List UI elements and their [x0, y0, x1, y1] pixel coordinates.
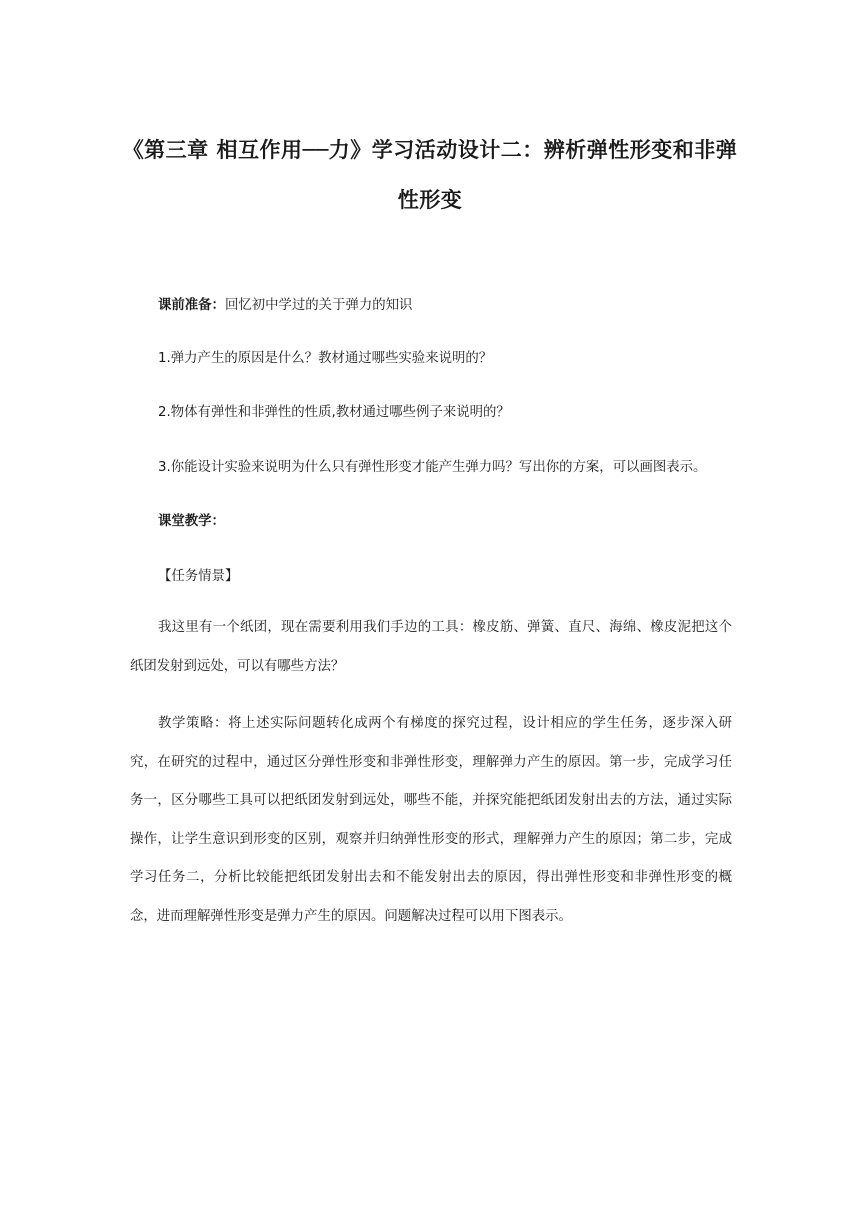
- question-1: 1.弹力产生的原因是什么？教材通过哪些实验来说明的？: [158, 351, 493, 366]
- task-heading: 【任务情景】: [158, 569, 239, 584]
- question-2: 2.物体有弹性和非弹性的性质,教材通过哪些例子来说明的？: [158, 405, 510, 420]
- prep-paragraph: [130, 296, 732, 316]
- prep-label: 课前准备：: [158, 298, 225, 313]
- class-label: 课堂教学：: [158, 514, 225, 529]
- prep-text: 回忆初中学过的关于弹力的知识: [224, 298, 413, 313]
- question-3: 3.你能设计实验来说明为什么只有弹性形变才能产生弹力吗？写出你的方案，可以画图表示。: [158, 460, 707, 475]
- strategy-paragraph: 教学策略：将上述实际问题转化成两个有梯度的探究过程，设计相应的学生任务，逐步深入研究，在研究的过程中，通过区分弹性形变和非弹性形变，理解弹力产生的原因。第一步，完成学习任务一，区分哪些工具可以把纸团发射到远处，哪些不能，并探究能把纸团发射出去的方法，通过实际操作，让学生意识到形变的区别，观察并归纳弹性形变的形式，理解弹力产生的原因；第二步，完成学习任务二，分析比较能把纸团发射出去和不能发射出去的原因，得出弹性形变和非弹性形变的概念，进而理解弹性形变是弹力产生的原因。问题解决过程可以用下图表示。: [130, 716, 732, 924]
- task-paragraph: 我这里有一个纸团，现在需要利用我们手边的工具：橡皮筋、弹簧、直尺、海绵、橡皮泥把这个纸团发射到远处，可以有哪些方法？: [130, 620, 732, 674]
- document-title: 《第三章 相互作用──力》学习活动设计二：辨析弹性形变和非弹性形变: [122, 138, 738, 212]
